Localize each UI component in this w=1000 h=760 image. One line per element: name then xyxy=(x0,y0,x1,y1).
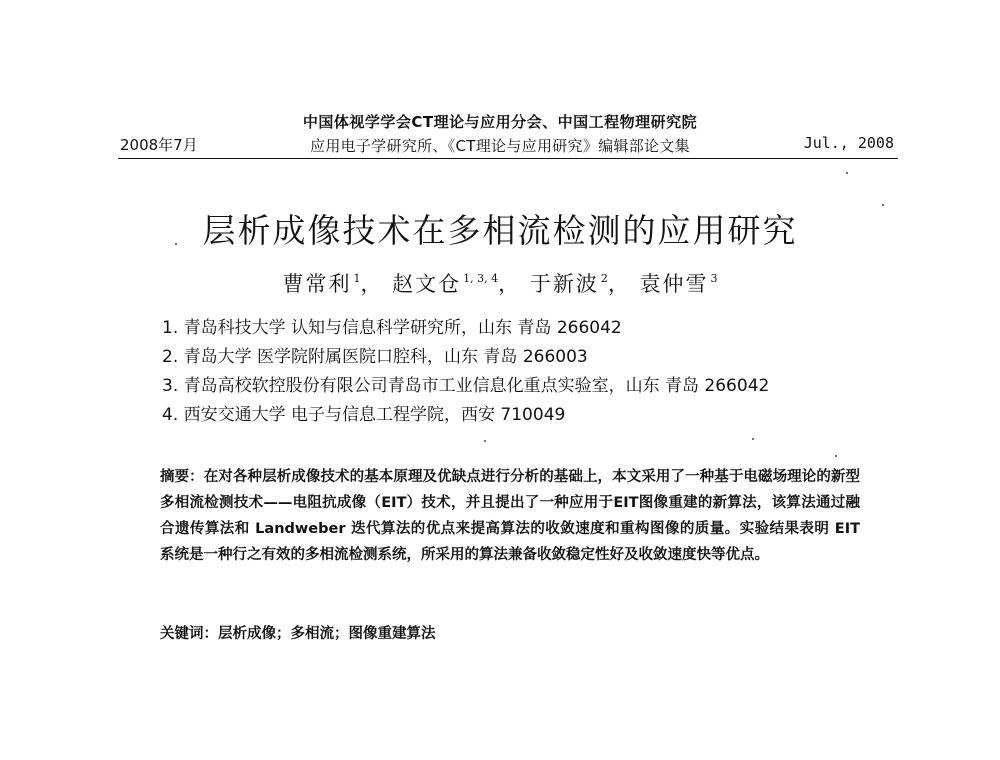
journal-header-line1: 中国体视学学会CT理论与应用分会、中国工程物理研究院 xyxy=(302,113,698,131)
author xyxy=(640,272,718,296)
scan-speck xyxy=(882,204,884,206)
author-name: 于新波 xyxy=(529,272,599,296)
scan-speck xyxy=(175,243,177,245)
author-sep: ， xyxy=(498,272,522,296)
paper-title: 层析成像技术在多相流检测的应用研究 xyxy=(202,211,798,250)
journal-header xyxy=(240,110,760,158)
author xyxy=(282,272,383,296)
keywords-text: 层析成像；多相流；图像重建算法 xyxy=(218,626,436,642)
author-name: 赵文仓 xyxy=(392,272,462,296)
header-date-cn: 2008年7月 xyxy=(120,136,198,154)
author-sep: ， xyxy=(607,272,631,296)
affiliation-list xyxy=(162,314,769,430)
author-list xyxy=(0,268,1000,298)
affiliation-item: 3. 青岛高校软控股份有限公司青岛市工业信息化重点实验室，山东 青岛 266042 xyxy=(162,376,770,396)
author-affil-sup: 3 xyxy=(710,272,718,285)
keywords-label: 关键词： xyxy=(160,626,218,642)
author-affil-sup: 1 xyxy=(353,272,361,285)
author-name: 曹常利 xyxy=(282,272,352,296)
author xyxy=(530,272,631,296)
abstract-label: 摘要： xyxy=(160,469,204,485)
scan-speck xyxy=(484,440,486,442)
author-sep: ， xyxy=(360,272,384,296)
author xyxy=(392,272,521,296)
author-affil-sup: 2 xyxy=(600,272,608,285)
scan-speck xyxy=(846,172,848,174)
abstract-text: 在对各种层析成像技术的基本原理及优缺点进行分析的基础上，本文采用了一种基于电磁场理论的新型多相流检测技术——电阻抗成像（EIT）技术，并且提出了一种应用于EIT图像重建的新算法，该算法通过融合遗传算法和 Landweber 迭代算法的优点来提高算法的收敛速度和重构图像的质量。实验结果表明 EIT 系统是一种行之有效的多相流检测系统，所采用的算法兼备收敛稳定性好及收敛速度快等优点。 xyxy=(160,469,861,563)
author-affil-sup: 1, 3, 4 xyxy=(463,272,499,285)
header-rule xyxy=(118,158,898,159)
author-name: 袁仲雪 xyxy=(639,272,709,296)
header-date-en: Jul., 2008 xyxy=(803,134,894,152)
affiliation-item: 4. 西安交通大学 电子与信息工程学院，西安 710049 xyxy=(162,405,566,425)
abstract xyxy=(160,464,860,568)
scan-speck xyxy=(835,455,837,457)
keywords xyxy=(160,622,436,643)
affiliation-item: 2. 青岛大学 医学院附属医院口腔科，山东 青岛 266003 xyxy=(162,347,588,367)
scan-speck xyxy=(752,438,754,440)
journal-header-line2: 应用电子学研究所、《CT理论与应用研究》编辑部论文集 xyxy=(310,137,690,155)
affiliation-item: 1. 青岛科技大学 认知与信息科学研究所，山东 青岛 266042 xyxy=(162,318,622,338)
